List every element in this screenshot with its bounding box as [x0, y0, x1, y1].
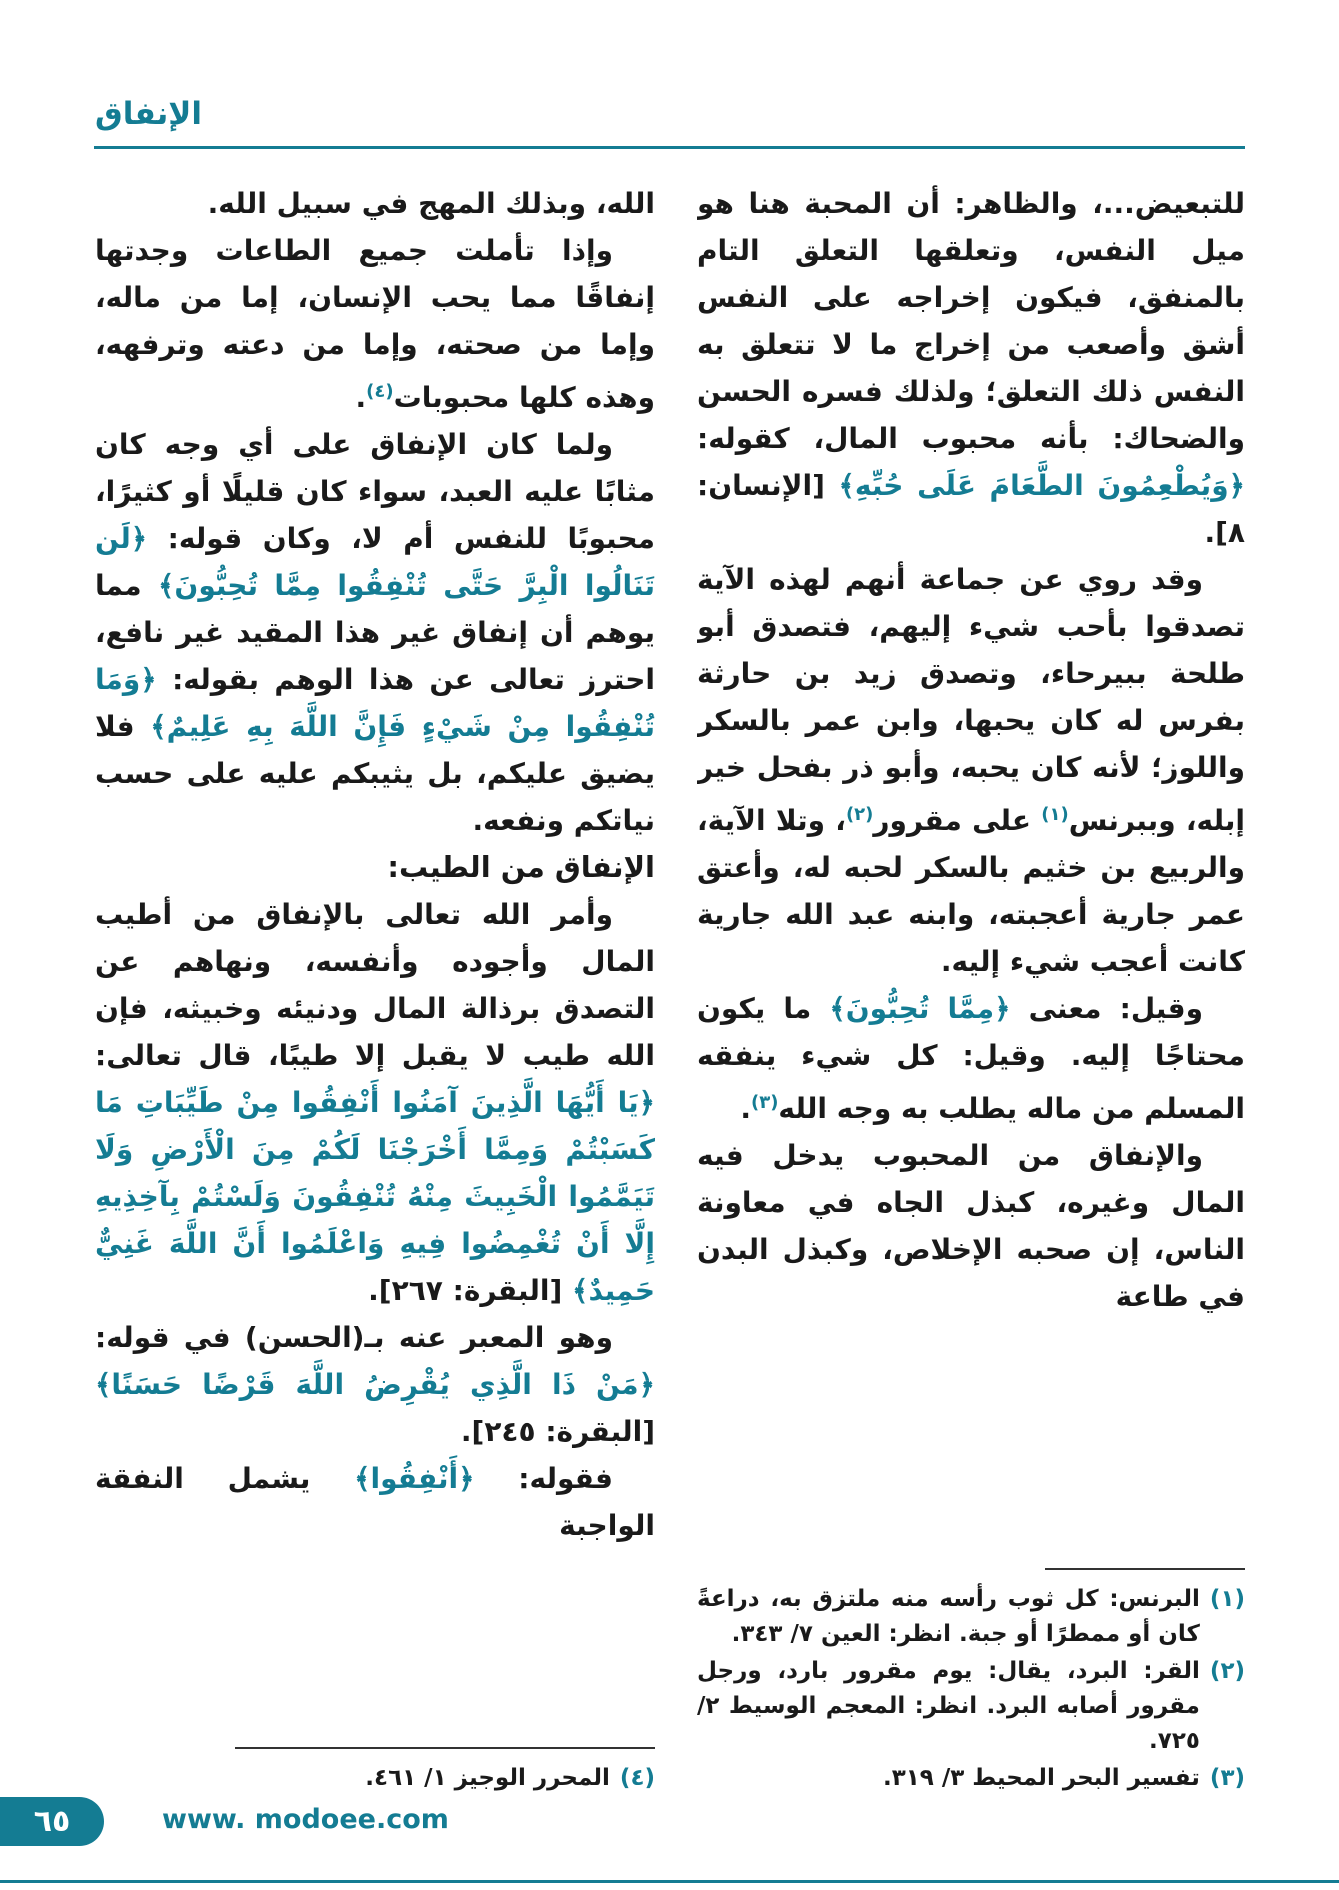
footnote: [697, 1582, 1245, 1652]
footnote: [95, 1761, 655, 1796]
footnote-marker: (٢): [845, 804, 874, 825]
body-text: فقوله:: [474, 1462, 614, 1495]
paragraph: [95, 421, 655, 844]
paragraph: [697, 556, 1245, 985]
body-text: الله، وبذلك المهج في سبيل الله.: [207, 187, 655, 220]
quran-verse: ﴿مِمَّا تُحِبُّونَ﴾: [829, 992, 1011, 1025]
body-text: وهو المعبر عنه بـ(الحسن) في قوله:: [95, 1321, 613, 1354]
paragraph: [697, 180, 1245, 556]
running-header-title: الإنفاق: [95, 96, 203, 132]
body-text: .: [740, 1092, 751, 1125]
body-text: وإذا تأملت جميع الطاعات وجدتها إنفاقًا مما يحب الإنسان، إما من ماله، وإما من صحته، وإما من دعته وترفهه، وهذه كلها محبوبات: [95, 234, 655, 414]
paragraph: [95, 1455, 655, 1549]
quran-verse: ﴿يَا أَيُّهَا الَّذِينَ آمَنُوا أَنْفِقُوا مِنْ طَيِّبَاتِ مَا كَسَبْتُمْ وَمِمَّا أَخْرَجْنَا لَكُمْ مِنَ الْأَرْضِ وَلَا تَيَمَّمُوا الْخَبِيثَ مِنْهُ تُنْفِقُونَ وَلَسْتُمْ بِآخِذِيهِ إِلَّا أَنْ تُغْمِضُوا فِيهِ وَاعْلَمُوا أَنَّ اللَّهَ غَنِيٌّ حَمِيدٌ﴾: [95, 1086, 655, 1307]
body-text: على مقرور: [873, 804, 1042, 837]
website-text: www. modoee.com: [162, 1804, 449, 1835]
body-text: والإنفاق من المحبوب يدخل فيه المال وغيره، كبذل الجاه في معاونة الناس، إن صحبه الإخلاص، وكبذل البدن في طاعة: [697, 1139, 1245, 1313]
column-left-footnote-block: [95, 1737, 655, 1798]
body-text: وأمر الله تعالى بالإنفاق من أطيب المال وأجوده وأنفسه، ونهاهم عن التصدق برذالة المال ودنيئه وخبيثه، فإن الله طيب لا يقبل إلا طيبًا، قال تعالى:: [95, 898, 655, 1072]
footnote-text: البرنس: كل ثوب رأسه منه ملتزق به، دراعةً كان أو ممطرًا أو جبة. انظر: العين ٧/ ٣٤٣.: [697, 1586, 1200, 1647]
body-text: يشمل النفقة الواجبة: [95, 1462, 655, 1542]
footnote-separator: [235, 1747, 655, 1749]
body-text: ما يكون محتاجًا إليه. وقيل: كل شيء ينفقه المسلم من ماله يطلب به وجه الله: [697, 992, 1245, 1125]
footnote-number: (١): [1209, 1586, 1245, 1612]
footnote-marker: (١): [1041, 804, 1069, 825]
body-text: فلا يضيق عليكم، بل يثيبكم عليه على حسب نياتكم ونفعه.: [95, 710, 655, 837]
column-right: [697, 180, 1245, 1798]
footnote-marker: (٤): [366, 381, 394, 402]
column-left-footnotes: [95, 1761, 655, 1796]
footnote: [697, 1654, 1245, 1759]
footnote-number: (٣): [1209, 1765, 1245, 1791]
page-number: ٦٥: [33, 1804, 71, 1839]
paragraph: [697, 1132, 1245, 1320]
column-right-footnote-block: [697, 1558, 1245, 1798]
body-text: ، وتلا الآية، والربيع بن خثيم بالسكر لحبه له، وأعتق عمر جارية أعجبته، وابنه عبد الله جارية كانت أعجب شيء إليه.: [697, 804, 1245, 978]
body-text: الإنفاق من الطيب:: [387, 850, 655, 884]
footnote-text: تفسير البحر المحيط ٣/ ٣١٩.: [882, 1765, 1200, 1791]
paragraph: [95, 891, 655, 1314]
body-text: .: [355, 381, 367, 414]
page-number-badge: [0, 1797, 104, 1846]
footnote: [697, 1761, 1245, 1796]
body-text: وقيل: معنى: [1010, 992, 1203, 1025]
body-text: وقد روي عن جماعة أنهم لهذه الآية تصدقوا بأحب شيء إليهم، فتصدق أبو طلحة ببيرحاء، وتصدق زيد بن حارثة بفرس له كان يحبها، وابن عمر بالسكر واللوز؛ لأنه كان يحبه، وأبو ذر بفحل خير إبله، وببرنس: [697, 563, 1245, 837]
verse-reference: [البقرة: ٢٤٥].: [460, 1415, 655, 1448]
section-heading: [95, 844, 655, 891]
body-text: للتبعيض...، والظاهر: أن المحبة هنا هو ميل النفس، وتعلقها التعلق التام بالمنفق، فيكون إخراجه على النفس أشق وأصعب من إخراج ما لا تتعلق به النفس ذلك التعلق؛ ولذلك فسره الحسن والضحاك: بأنه محبوب المال، كقوله:: [697, 187, 1245, 455]
footnote-number: (٢): [1209, 1658, 1245, 1684]
column-right-footnotes: [697, 1582, 1245, 1796]
footnote-text: المحرر الوجيز ١/ ٤٦١.: [365, 1765, 610, 1791]
quran-verse: ﴿وَيُطْعِمُونَ الطَّعَامَ عَلَى حُبِّهِ﴾: [838, 469, 1245, 502]
body-text: ولما كان الإنفاق على أي وجه كان مثابًا عليه العبد، سواء كان قليلًا أو كثيرًا، محبوبًا للنفس أم لا، وكان قوله:: [95, 428, 655, 555]
paragraph: [95, 180, 655, 227]
column-left: [95, 180, 655, 1798]
paragraph: [697, 985, 1245, 1132]
paragraph: [95, 1314, 655, 1455]
paragraph: [95, 227, 655, 421]
quran-verse: ﴿وَمَا تُنْفِقُوا مِنْ شَيْءٍ فَإِنَّ اللَّهَ بِهِ عَلِيمٌ﴾: [95, 663, 655, 743]
footer-rule: [0, 1880, 1339, 1883]
column-left-text: [95, 180, 655, 1549]
footnote-number: (٤): [619, 1765, 655, 1791]
quran-verse: ﴿لَن تَنَالُوا الْبِرَّ حَتَّى تُنْفِقُوا مِمَّا تُحِبُّونَ﴾: [95, 522, 655, 602]
verse-reference: [الإنسان: ٨].: [697, 469, 1245, 549]
column-right-text: [697, 180, 1245, 1320]
header-rule: [94, 146, 1245, 149]
body-text: مما يوهم أن إنفاق غير هذا المقيد غير نافع، احترز تعالى عن هذا الوهم بقوله:: [95, 569, 655, 696]
footnote-separator: [1045, 1568, 1245, 1570]
quran-verse: ﴿مَنْ ذَا الَّذِي يُقْرِضُ اللَّهَ قَرْضًا حَسَنًا﴾: [95, 1368, 655, 1401]
verse-reference: [البقرة: ٢٦٧].: [368, 1274, 573, 1307]
quran-verse: ﴿أَنْفِقُوا﴾: [354, 1462, 475, 1495]
footnote-text: القر: البرد، يقال: يوم مقرور بارد، ورجل مقرور أصابه البرد. انظر: المعجم الوسيط ٢/ ٧٢٥.: [697, 1658, 1200, 1754]
footnote-marker: (٣): [750, 1092, 779, 1113]
